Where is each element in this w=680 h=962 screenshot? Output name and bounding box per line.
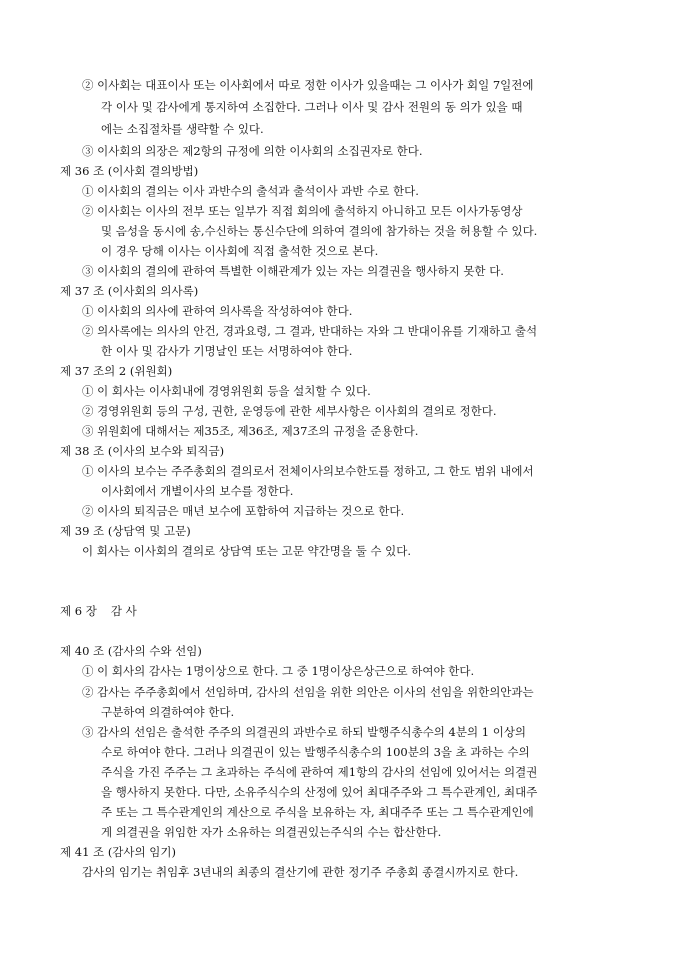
article-40-clause-3-cont: 수로 하여야 한다. 그러나 의결권이 있는 발행주식총수의 100분의 3을 초 과하는 수의 bbox=[101, 745, 530, 759]
article-37-2-clause-2: ② 경영위원회 등의 구성, 권한, 운영등에 관한 세부사항은 이사회의 결의로 정한다. bbox=[82, 404, 497, 418]
article-40-heading: 제 40 조 (감사의 수와 선임) bbox=[60, 644, 202, 658]
article-36-clause-2: ② 이사회는 이사의 전부 또는 일부가 직접 회의에 출석하지 아니하고 모든 이사가동영상 bbox=[82, 204, 523, 218]
article-37-2-heading: 제 37 조의 2 (위원회) bbox=[60, 364, 173, 378]
article-40-clause-3-cont: 게 의결권을 위임한 자가 소유하는 의결권있는주식의 수는 합산한다. bbox=[101, 825, 442, 839]
article-36-clause-2-cont: 이 경우 당해 이사는 이사회에 직접 출석한 것으로 본다. bbox=[101, 244, 379, 258]
article-37-clause-1: ① 이사회의 의사에 관하여 의사록을 작성하여야 한다. bbox=[82, 304, 353, 318]
article-39-heading: 제 39 조 (상담역 및 고문) bbox=[60, 524, 191, 538]
article-40-clause-2-cont: 구분하여 의결하여야 한다. bbox=[101, 705, 235, 719]
article-36-clause-1: ① 이사회의 결의는 이사 과반수의 출석과 출석이사 과반 수로 한다. bbox=[82, 184, 419, 198]
article-38-clause-2: ② 이사의 퇴직금은 매년 보수에 포함하여 지급하는 것으로 한다. bbox=[82, 504, 405, 518]
article-37-clause-2-cont: 한 이사 및 감사가 기명날인 또는 서명하여야 한다. bbox=[101, 344, 353, 358]
article-41-heading: 제 41 조 (감사의 임기) bbox=[60, 845, 176, 859]
article-39-body: 이 회사는 이사회의 결의로 상담역 또는 고문 약간명을 둘 수 있다. bbox=[82, 544, 412, 558]
chapter-6-heading bbox=[60, 603, 137, 619]
chapter-title: 감 사 bbox=[110, 604, 137, 618]
article-40-clause-1: ① 이 회사의 감사는 1명이상으로 한다. 그 중 1명이상은상근으로 하여야 한다. bbox=[82, 664, 475, 678]
article-36-heading: 제 36 조 (이사회 결의방법) bbox=[60, 164, 199, 178]
chapter-number: 제 6 장 bbox=[60, 604, 97, 618]
article-38-clause-1: ① 이사의 보수는 주주총회의 결의로서 전체이사의보수한도를 정하고, 그 한도 범위 내에서 bbox=[82, 464, 534, 478]
article-37-2-clause-3: ③ 위원회에 대해서는 제35조, 제36조, 제37조의 규정을 준용한다. bbox=[82, 424, 419, 438]
article-37-clause-2: ② 의사록에는 의사의 안건, 경과요령, 그 결과, 반대하는 자와 그 반대이유를 기재하고 출석 bbox=[82, 324, 538, 338]
article-40-clause-3-cont: 을 행사하지 못한다. 다만, 소유주식수의 산정에 있어 최대주주와 그 특수관계인, 최대주 bbox=[101, 785, 538, 799]
article-36-clause-2-cont: 및 음성을 동시에 송,수신하는 통신수단에 의하여 결의에 참가하는 것을 허용할 수 있다. bbox=[101, 224, 538, 238]
article-40-clause-3: ③ 감사의 선임은 출석한 주주의 의결권의 과반수로 하되 발행주식총수의 4분의 1 이상의 bbox=[82, 725, 527, 739]
article-40-clause-2: ② 감사는 주주총회에서 선임하며, 감사의 선임을 위한 의안은 이사의 선임을 위한의안과는 bbox=[82, 685, 534, 699]
article-40-clause-3-cont: 주식을 가진 주주는 그 초과하는 주식에 관하여 제1항의 감사의 선임에 있어서는 의결권 bbox=[101, 765, 538, 779]
article-41-body: 감사의 임기는 취임후 3년내의 최종의 결산기에 관한 정기주 주총회 종결시까지로 한다. bbox=[82, 865, 519, 879]
article-38-clause-1-cont: 이사회에서 개별이사의 보수를 정한다. bbox=[101, 484, 294, 498]
article-37-heading: 제 37 조 (이사회의 의사록) bbox=[60, 284, 199, 298]
article-35-clause-2-cont: 각 이사 및 감사에게 통지하여 소집한다. 그러나 이사 및 감사 전원의 동 의가 있을 때 bbox=[101, 100, 523, 114]
article-38-heading: 제 38 조 (이사의 보수와 퇴직금) bbox=[60, 444, 225, 458]
article-36-clause-3: ③ 이사회의 결의에 관하여 특별한 이해관계가 있는 자는 의결권을 행사하지 못한 다. bbox=[82, 264, 504, 278]
article-37-2-clause-1: ① 이 회사는 이사회내에 경영위원회 등을 설치할 수 있다. bbox=[82, 384, 371, 398]
article-40-clause-3-cont: 주 또는 그 특수관계인의 계산으로 주식을 보유하는 자, 최대주주 또는 그 특수관계인에 bbox=[101, 805, 534, 819]
article-35-clause-2: ② 이사회는 대표이사 또는 이사회에서 따로 정한 이사가 있을때는 그 이사가 회일 7일전에 bbox=[82, 78, 534, 92]
article-35-clause-3: ③ 이사회의 의장은 제2항의 규정에 의한 이사회의 소집권자로 한다. bbox=[82, 144, 423, 158]
article-35-clause-2-cont: 에는 소집절차를 생략할 수 있다. bbox=[101, 122, 264, 136]
